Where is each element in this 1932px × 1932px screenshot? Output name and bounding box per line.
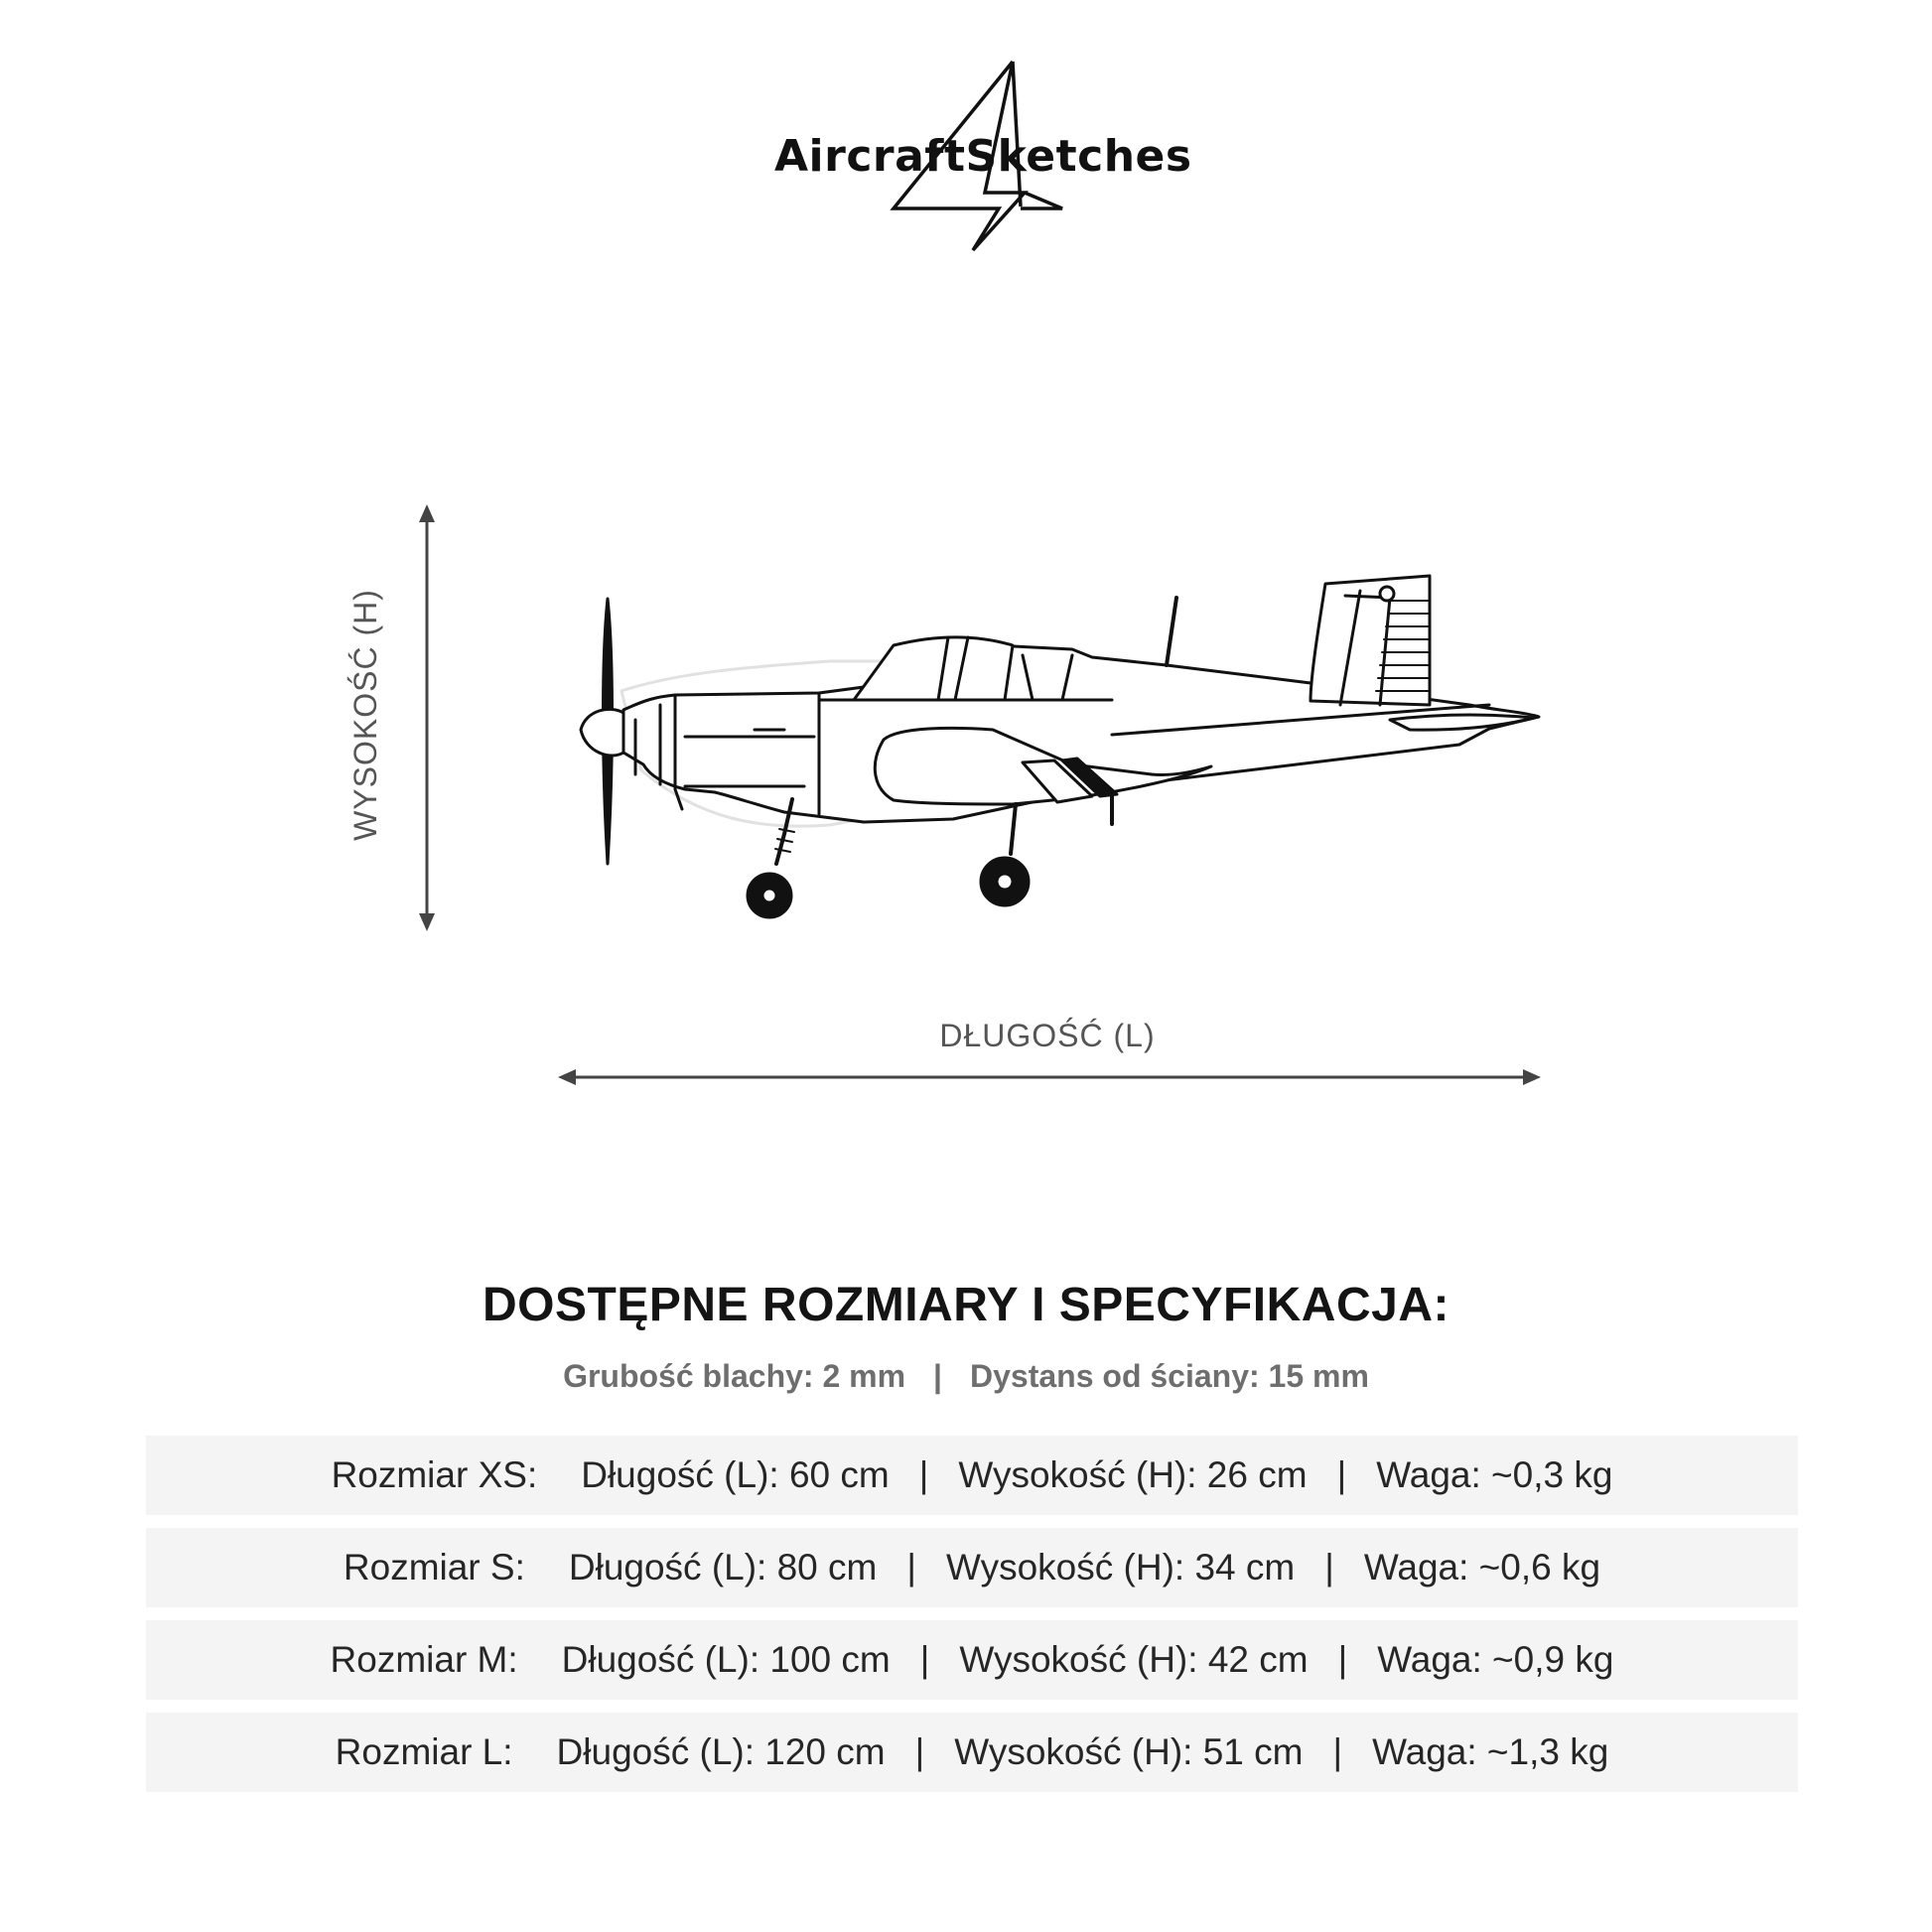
- logo-graphic: [764, 60, 1191, 258]
- size-weight: Waga: ~0,6 kg: [1363, 1547, 1601, 1587]
- wall-distance: Dystans od ściany: 15 mm: [970, 1358, 1369, 1394]
- size-name: Rozmiar S:: [343, 1547, 525, 1587]
- size-length: Długość (L): 100 cm: [561, 1639, 891, 1680]
- size-height: Wysokość (H): 34 cm: [946, 1547, 1296, 1587]
- size-row-m: [146, 1620, 1798, 1700]
- separator: |: [1336, 1454, 1347, 1495]
- size-row-xs: [146, 1436, 1798, 1515]
- height-label: WYSOKOŚĆ (H): [347, 589, 383, 841]
- separator: |: [906, 1547, 916, 1587]
- size-weight: Waga: ~0,9 kg: [1377, 1639, 1614, 1680]
- sheet-thickness: Grubość blachy: 2 mm: [563, 1358, 906, 1394]
- specs-subtitle: [0, 1358, 1932, 1395]
- size-height: Wysokość (H): 51 cm: [954, 1731, 1304, 1772]
- separator: |: [914, 1731, 925, 1772]
- size-table: [146, 1436, 1798, 1805]
- size-height: Wysokość (H): 26 cm: [958, 1454, 1308, 1495]
- size-weight: Waga: ~1,3 kg: [1372, 1731, 1609, 1772]
- size-length: Długość (L): 120 cm: [556, 1731, 886, 1772]
- brand-logo: [764, 60, 1191, 258]
- separator: |: [1324, 1547, 1334, 1587]
- size-weight: Waga: ~0,3 kg: [1376, 1454, 1613, 1495]
- logo-text: AircraftSketches: [774, 131, 1192, 182]
- size-height: Wysokość (H): 42 cm: [959, 1639, 1309, 1680]
- size-name: Rozmiar M:: [330, 1639, 518, 1680]
- separator: |: [918, 1454, 929, 1495]
- separator: |: [1337, 1639, 1348, 1680]
- aircraft-illustration: [556, 506, 1549, 943]
- size-name: Rozmiar XS:: [331, 1454, 538, 1495]
- size-length: Długość (L): 80 cm: [568, 1547, 878, 1587]
- size-row-l: [146, 1713, 1798, 1792]
- size-name: Rozmiar L:: [335, 1731, 513, 1772]
- size-length: Długość (L): 60 cm: [581, 1454, 890, 1495]
- separator: |: [1332, 1731, 1343, 1772]
- length-dimension-arrow: [558, 1062, 1541, 1092]
- specs-title: DOSTĘPNE ROZMIARY I SPECYFIKACJA:: [483, 1279, 1449, 1331]
- height-dimension-arrow: [407, 504, 447, 931]
- canopy: [854, 637, 1013, 700]
- separator: |: [919, 1639, 930, 1680]
- length-label: DŁUGOŚĆ (L): [939, 1018, 1156, 1053]
- size-row-s: [146, 1528, 1798, 1607]
- separator: |: [933, 1358, 942, 1394]
